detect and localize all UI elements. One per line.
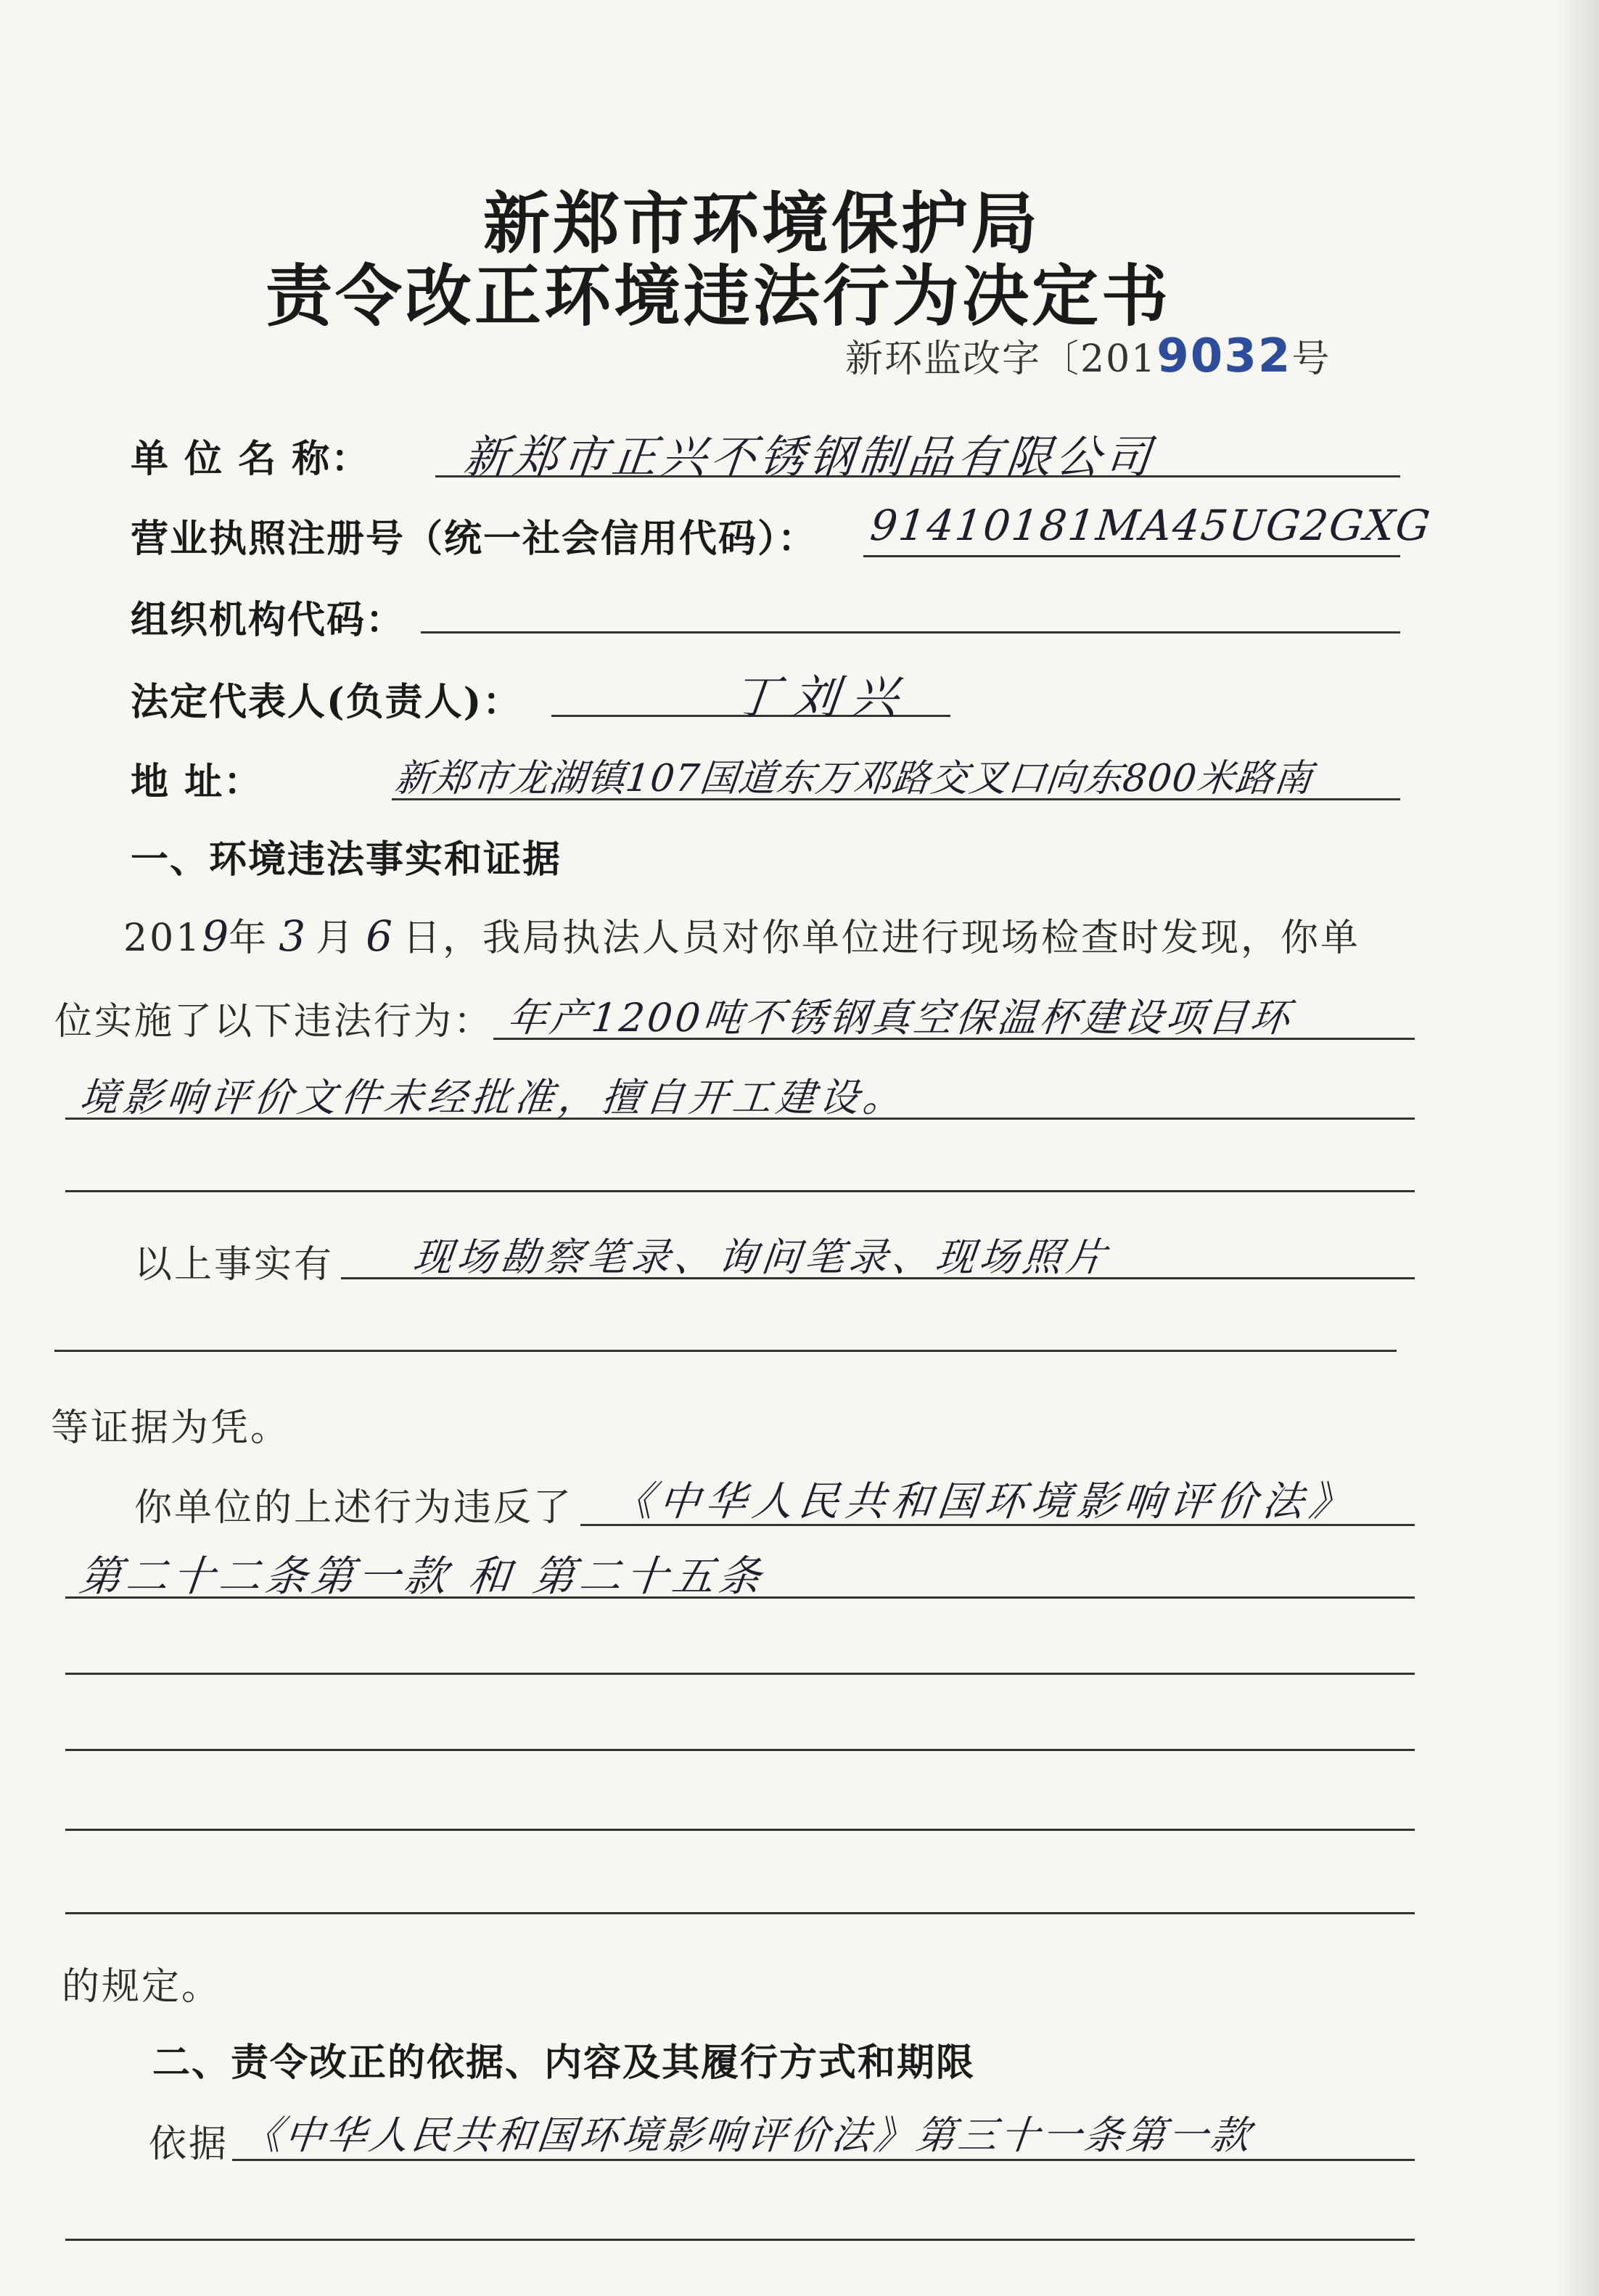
document-title-line2: 责令改正环境违法行为决定书	[265, 257, 1171, 335]
license-underline	[863, 555, 1400, 557]
date-year-char: 年	[229, 917, 269, 960]
date-day-handwritten: 6	[366, 911, 393, 961]
violation-underline-5	[65, 1829, 1415, 1831]
date-month-handwritten: 3	[279, 911, 306, 961]
date-rest: 日，我局执法人员对你单位进行现场检查时发现，你单	[403, 917, 1361, 960]
basis-prefix: 依据	[149, 2123, 229, 2166]
evidence-underline-2	[54, 1350, 1397, 1352]
legal-rep-label: 法定代表人(负责人)：	[131, 680, 522, 724]
evidence-suffix: 等证据为凭。	[51, 1406, 291, 1450]
date-prefix: 201	[123, 917, 202, 960]
violation-line2: 第二十二条第一款 和 第二十五条	[76, 1551, 768, 1601]
date-sentence	[123, 907, 1360, 962]
address-label: 地 址：	[131, 760, 263, 804]
evidence-prefix: 以上事实有	[134, 1243, 334, 1287]
section2-heading: 二、责令改正的依据、内容及其履行方式和期限	[152, 2041, 976, 2085]
violation-line1: 《中华人民共和国环境影响评价法》	[610, 1478, 1358, 1525]
address-value: 新郑市龙湖镇107国道东万邓路交叉口向东800米路南	[392, 757, 1315, 800]
org-code-underline	[421, 631, 1400, 634]
unit-name-label: 单 位 名 称：	[131, 437, 371, 481]
legal-rep-value: 丁刘兴	[729, 671, 914, 725]
unit-name-value: 新郑市正兴不锈钢制品有限公司	[461, 430, 1158, 483]
document-number-stamp: 9032	[1156, 329, 1292, 383]
conduct-prefix: 位实施了以下违法行为：	[54, 1000, 494, 1044]
violation-underline-4	[65, 1749, 1415, 1751]
page-edge-shadow	[1555, 0, 1599, 2296]
conduct-line2: 境影响评价文件未经批准，擅自开工建设。	[77, 1075, 909, 1120]
violation-underline-3	[65, 1673, 1415, 1675]
document-title-line1: 新郑市环境保护局	[482, 184, 1040, 263]
document-number-prefix: 新环监改字〔201	[845, 337, 1157, 381]
violation-underline-6	[65, 1912, 1415, 1914]
document-number	[845, 328, 1331, 383]
basis-line1: 《中华人民共和国环境影响评价法》第三十一条第一款	[240, 2112, 1255, 2158]
license-value: 91410181MA45UG2GXG	[868, 501, 1434, 550]
conduct-line1: 年产1200吨不锈钢真空保温杯建设项目环	[505, 995, 1295, 1041]
section1-heading: 一、环境违法事实和证据	[131, 837, 562, 882]
violation-suffix: 的规定。	[62, 1965, 222, 2009]
date-month-char: 月	[316, 917, 356, 960]
license-label: 营业执照注册号（统一社会信用代码）：	[131, 517, 818, 561]
date-year-handwritten: 9	[202, 911, 229, 961]
org-code-label: 组织机构代码：	[131, 598, 406, 642]
basis-underline-2	[65, 2239, 1415, 2241]
conduct-underline-3	[65, 1190, 1415, 1192]
evidence-value: 现场勘察笔录、询问笔录、现场照片	[411, 1234, 1112, 1280]
violation-prefix: 你单位的上述行为违反了	[134, 1486, 574, 1530]
document-number-suffix: 号	[1291, 337, 1331, 381]
